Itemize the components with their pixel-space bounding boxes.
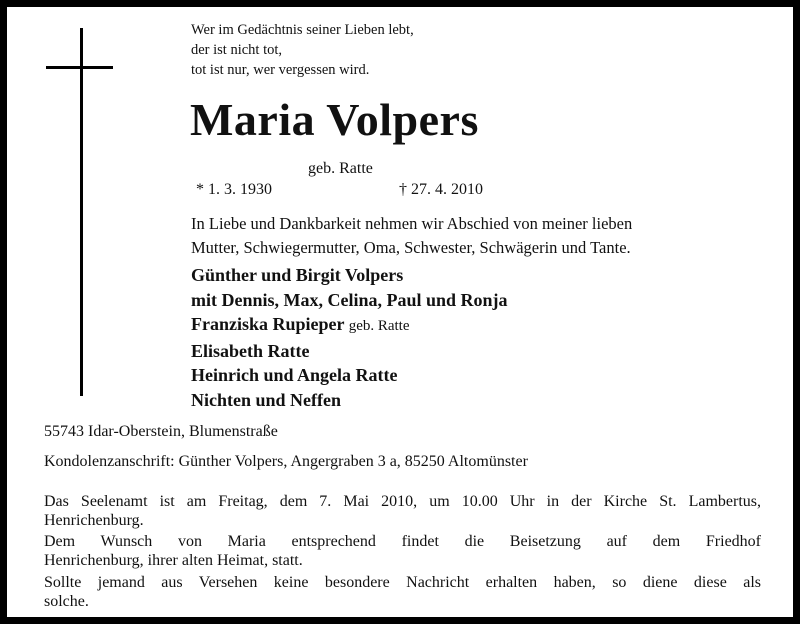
mourner-name: Heinrich und Angela Ratte xyxy=(191,365,398,385)
birth-date: * 1. 3. 1930 xyxy=(196,181,272,198)
mourner-line xyxy=(191,312,508,339)
motto-line: der ist nicht tot, xyxy=(191,42,283,58)
mourners-list xyxy=(191,263,508,412)
condolence-address: Kondolenzanschrift: Günther Volpers, Angergraben 3 a, 85250 Altomünster xyxy=(44,453,528,470)
motto-line: tot ist nur, wer vergessen wird. xyxy=(191,62,370,78)
intro-line: Mutter, Schwiegermutter, Oma, Schwester, Schwägerin und Tante. xyxy=(191,238,631,257)
motto-line: Wer im Gedächtnis seiner Lieben lebt, xyxy=(191,22,414,38)
mourner-line xyxy=(191,388,508,413)
family-address: 55743 Idar-Oberstein, Blumenstraße xyxy=(44,423,278,440)
obituary-notice xyxy=(7,7,793,617)
paragraph-line: Sollte jemand aus Versehen keine besondere Nachricht erhalten haben, so diene diese als xyxy=(44,574,761,591)
cross-vertical-bar xyxy=(80,28,83,396)
intro-text xyxy=(191,212,632,260)
mourner-line xyxy=(191,263,508,288)
deceased-name: Maria Volpers xyxy=(190,94,479,145)
burial-info xyxy=(44,532,761,570)
mourner-line xyxy=(191,288,508,313)
mourner-line xyxy=(191,363,508,388)
motto-quote xyxy=(191,20,414,80)
cross-horizontal-bar xyxy=(46,66,113,69)
mourner-maiden-name: geb. Ratte xyxy=(348,318,410,334)
mourner-line xyxy=(191,339,508,364)
mourner-name: mit Dennis, Max, Celina, Paul und Ronja xyxy=(191,289,508,310)
paragraph-line: Henrichenburg, ihrer alten Heimat, statt. xyxy=(44,552,303,569)
mourner-name: Elisabeth Ratte xyxy=(191,340,310,361)
mourner-name: Nichten und Neffen xyxy=(191,389,342,410)
notification-note xyxy=(44,573,761,611)
mourner-name: Franziska Rupieper xyxy=(191,314,345,334)
paragraph-line: Henrichenburg. xyxy=(44,512,144,529)
paragraph-line: Dem Wunsch von Maria entsprechend findet die Beisetzung auf dem Friedhof xyxy=(44,533,761,550)
paragraph-line: Das Seelenamt ist am Freitag, dem 7. Mai 2010, um 10.00 Uhr in der Kirche St. Lambertus, xyxy=(44,493,761,510)
intro-line: In Liebe und Dankbarkeit nehmen wir Abschied von meiner lieben xyxy=(191,214,633,233)
death-date: † 27. 4. 2010 xyxy=(399,181,483,198)
maiden-name: geb. Ratte xyxy=(308,160,373,177)
mourner-name: Günther und Birgit Volpers xyxy=(191,265,404,285)
paragraph-line: solche. xyxy=(44,593,89,610)
requiem-info xyxy=(44,492,761,530)
